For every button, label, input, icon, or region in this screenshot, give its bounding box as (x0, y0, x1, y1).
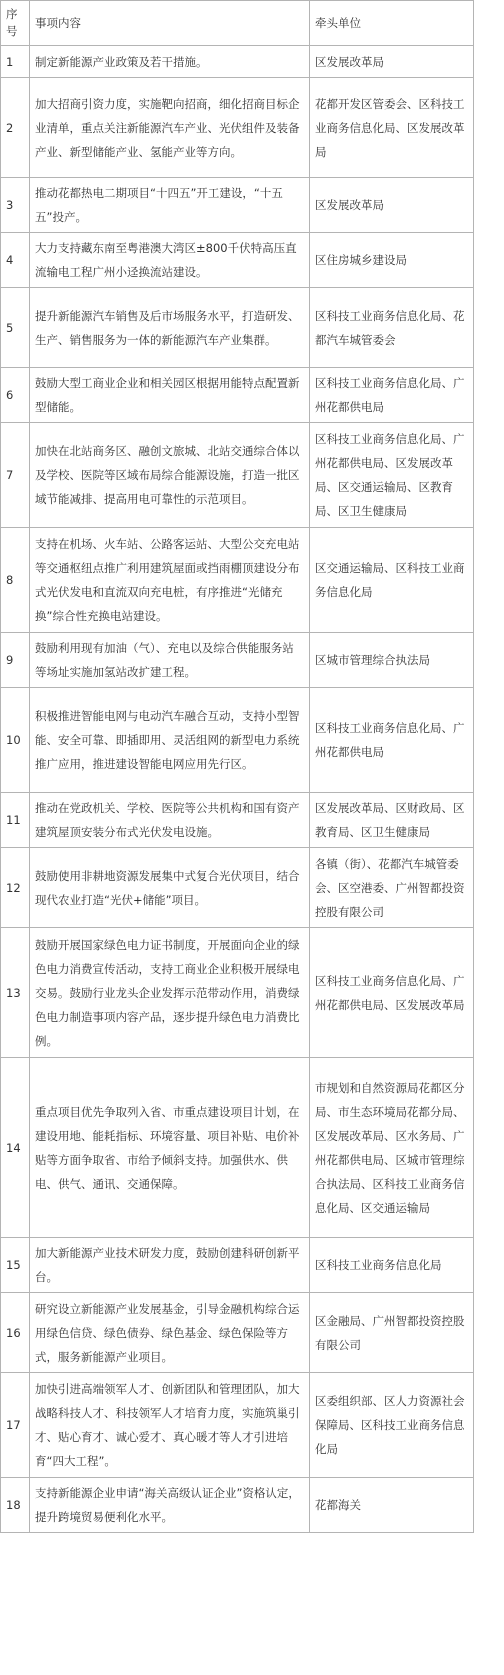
row-lead-unit: 区科技工业商务信息化局、广州花都供电局、区发展改革局、区交通运输局、区教育局、区卫生健康局 (310, 423, 474, 528)
table-row (1, 1293, 474, 1373)
row-content: 支持在机场、火车站、公路客运站、大型公交充电站等交通枢纽点推广利用建筑屋面或挡雨棚顶建设分布式光伏发电和直流双向充电桩，有序推进“光储充换”综合性充换电站建设。 (30, 528, 310, 633)
row-number: 7 (1, 423, 30, 528)
row-number: 2 (1, 78, 30, 178)
table-row (1, 423, 474, 528)
row-number: 9 (1, 633, 30, 688)
row-lead-unit: 花都海关 (310, 1478, 474, 1533)
row-content: 鼓励大型工商业企业和相关园区根据用能特点配置新型储能。 (30, 368, 310, 423)
row-lead-unit: 区发展改革局 (310, 46, 474, 78)
header-number: 序号 (1, 1, 30, 46)
row-number: 16 (1, 1293, 30, 1373)
row-number: 14 (1, 1058, 30, 1238)
table-row (1, 46, 474, 78)
row-content: 大力支持藏东南至粤港澳大湾区±800千伏特高压直流输电工程广州小迳换流站建设。 (30, 233, 310, 288)
row-lead-unit: 区科技工业商务信息化局、广州花都供电局、区发展改革局 (310, 928, 474, 1058)
table-row (1, 368, 474, 423)
row-number: 6 (1, 368, 30, 423)
row-content: 鼓励利用现有加油（气）、充电以及综合供能服务站等场址实施加氢站改扩建工程。 (30, 633, 310, 688)
row-lead-unit: 区科技工业商务信息化局、广州花都供电局 (310, 368, 474, 423)
row-content: 研究设立新能源产业发展基金，引导金融机构综合运用绿色信贷、绿色债券、绿色基金、绿色保险等方式，服务新能源产业项目。 (30, 1293, 310, 1373)
row-number: 1 (1, 46, 30, 78)
row-number: 3 (1, 178, 30, 233)
row-content: 加大新能源产业技术研发力度，鼓励创建科研创新平台。 (30, 1238, 310, 1293)
table-row (1, 1058, 474, 1238)
row-number: 17 (1, 1373, 30, 1478)
row-content: 加快引进高端领军人才、创新团队和管理团队，加大战略科技人才、科技领军人才培育力度，实施筑巢引才、贴心育才、诚心爱才、真心暖才等人才引进培育“四大工程”。 (30, 1373, 310, 1478)
row-content: 加大招商引资力度，实施靶向招商，细化招商目标企业清单，重点关注新能源汽车产业、光伏组件及装备产业、新型储能产业、氢能产业等方向。 (30, 78, 310, 178)
row-content: 推动花都热电二期项目“十四五”开工建设，“十五五”投产。 (30, 178, 310, 233)
table-row (1, 528, 474, 633)
table-row (1, 288, 474, 368)
row-content: 积极推进智能电网与电动汽车融合互动，支持小型智能、安全可靠、即插即用、灵活组网的新型电力系统推广应用，推进建设智能电网应用先行区。 (30, 688, 310, 793)
row-content: 推动在党政机关、学校、医院等公共机构和国有资产建筑屋顶安装分布式光伏发电设施。 (30, 793, 310, 848)
row-lead-unit: 市规划和自然资源局花都区分局、市生态环境局花都分局、区发展改革局、区水务局、广州花都供电局、区城市管理综合执法局、区科技工业商务信息化局、区交通运输局 (310, 1058, 474, 1238)
table-row (1, 1373, 474, 1478)
row-number: 5 (1, 288, 30, 368)
row-number: 18 (1, 1478, 30, 1533)
header-lead-unit: 牵头单位 (310, 1, 474, 46)
row-lead-unit: 区科技工业商务信息化局、广州花都供电局 (310, 688, 474, 793)
row-lead-unit: 区发展改革局、区财政局、区教育局、区卫生健康局 (310, 793, 474, 848)
row-lead-unit: 区住房城乡建设局 (310, 233, 474, 288)
table-row (1, 688, 474, 793)
row-lead-unit: 区发展改革局 (310, 178, 474, 233)
table-row (1, 633, 474, 688)
row-content: 提升新能源汽车销售及后市场服务水平，打造研发、生产、销售服务为一体的新能源汽车产业集群。 (30, 288, 310, 368)
row-content: 鼓励使用非耕地资源发展集中式复合光伏项目，结合现代农业打造“光伏+储能”项目。 (30, 848, 310, 928)
table-row (1, 1478, 474, 1533)
row-content: 加快在北站商务区、融创文旅城、北站交通综合体以及学校、医院等区域布局综合能源设施，打造一批区域节能减排、提高用电可靠性的示范项目。 (30, 423, 310, 528)
table-row (1, 793, 474, 848)
header-content: 事项内容 (30, 1, 310, 46)
table-row (1, 848, 474, 928)
row-lead-unit: 花都开发区管委会、区科技工业商务信息化局、区发展改革局 (310, 78, 474, 178)
row-number: 8 (1, 528, 30, 633)
row-number: 13 (1, 928, 30, 1058)
row-content: 制定新能源产业政策及若干措施。 (30, 46, 310, 78)
table-header-row (1, 1, 474, 46)
table-row (1, 928, 474, 1058)
table-row (1, 178, 474, 233)
row-lead-unit: 区金融局、广州智都投资控股有限公司 (310, 1293, 474, 1373)
table-row (1, 1238, 474, 1293)
row-lead-unit: 区科技工业商务信息化局 (310, 1238, 474, 1293)
row-number: 12 (1, 848, 30, 928)
row-lead-unit: 区委组织部、区人力资源社会保障局、区科技工业商务信息化局 (310, 1373, 474, 1478)
row-number: 4 (1, 233, 30, 288)
table-row (1, 78, 474, 178)
row-content: 鼓励开展国家绿色电力证书制度，开展面向企业的绿色电力消费宣传活动，支持工商业企业积极开展绿电交易。鼓励行业龙头企业发挥示范带动作用，消费绿色电力制造事项内容产品，逐步提升绿色电力消费比例。 (30, 928, 310, 1058)
row-content: 重点项目优先争取列入省、市重点建设项目计划，在建设用地、能耗指标、环境容量、项目补贴、电价补贴等方面争取省、市给予倾斜支持。加强供水、供电、供气、通讯、交通保障。 (30, 1058, 310, 1238)
row-number: 10 (1, 688, 30, 793)
row-lead-unit: 区科技工业商务信息化局、花都汽车城管委会 (310, 288, 474, 368)
row-lead-unit: 区交通运输局、区科技工业商务信息化局 (310, 528, 474, 633)
row-number: 11 (1, 793, 30, 848)
row-content: 支持新能源企业申请“海关高级认证企业”资格认定，提升跨境贸易便利化水平。 (30, 1478, 310, 1533)
row-lead-unit: 区城市管理综合执法局 (310, 633, 474, 688)
table-row (1, 233, 474, 288)
row-lead-unit: 各镇（街）、花都汽车城管委会、区空港委、广州智都投资控股有限公司 (310, 848, 474, 928)
row-number: 15 (1, 1238, 30, 1293)
